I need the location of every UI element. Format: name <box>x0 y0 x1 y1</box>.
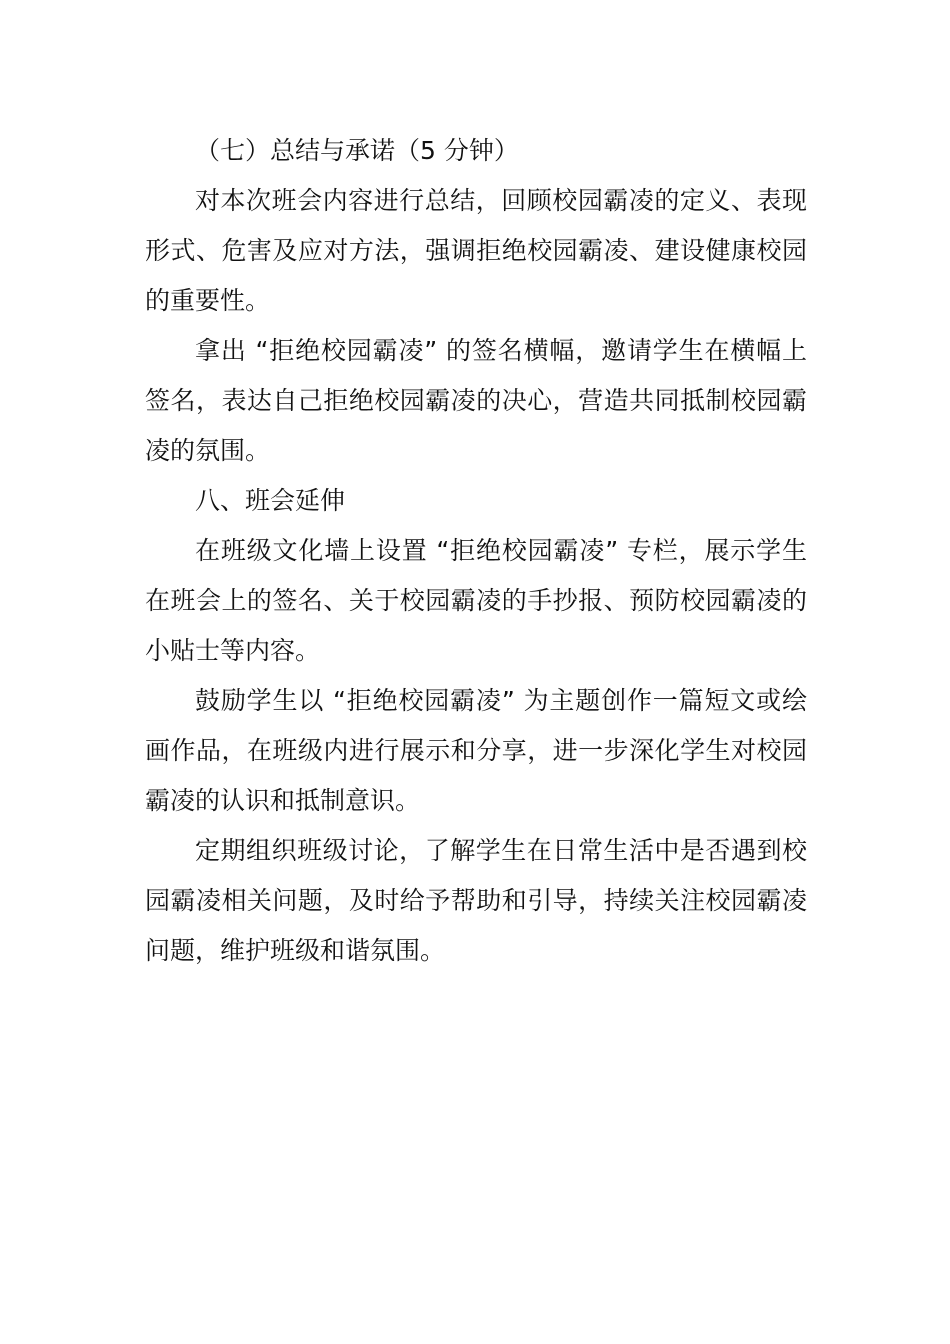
paragraph-culture-wall: 在班级文化墙上设置 “拒绝校园霸凌” 专栏，展示学生在班会上的签名、关于校园霸凌的手抄报、预防校园霸凌的小贴士等内容。 <box>145 536 807 665</box>
paragraph-discussion: 定期组织班级讨论，了解学生在日常生活中是否遇到校园霸凌相关问题，及时给予帮助和引导，持续关注校园霸凌问题，维护班级和谐氛围。 <box>145 836 807 965</box>
section-heading-summary: （七）总结与承诺（5 分钟） <box>195 136 519 165</box>
paragraph-creative-work: 鼓励学生以 “拒绝校园霸凌” 为主题创作一篇短文或绘画作品，在班级内进行展示和分享，进一步深化学生对校园霸凌的认识和抵制意识。 <box>145 686 807 815</box>
section-heading-extension: 八、班会延伸 <box>195 486 346 515</box>
document-body <box>145 126 807 976</box>
paragraph-summary: 对本次班会内容进行总结，回顾校园霸凌的定义、表现形式、危害及应对方法，强调拒绝校园霸凌、建设健康校园的重要性。 <box>145 186 807 315</box>
paragraph-banner: 拿出 “拒绝校园霸凌” 的签名横幅，邀请学生在横幅上签名，表达自己拒绝校园霸凌的决心，营造共同抵制校园霸凌的氛围。 <box>145 336 807 465</box>
